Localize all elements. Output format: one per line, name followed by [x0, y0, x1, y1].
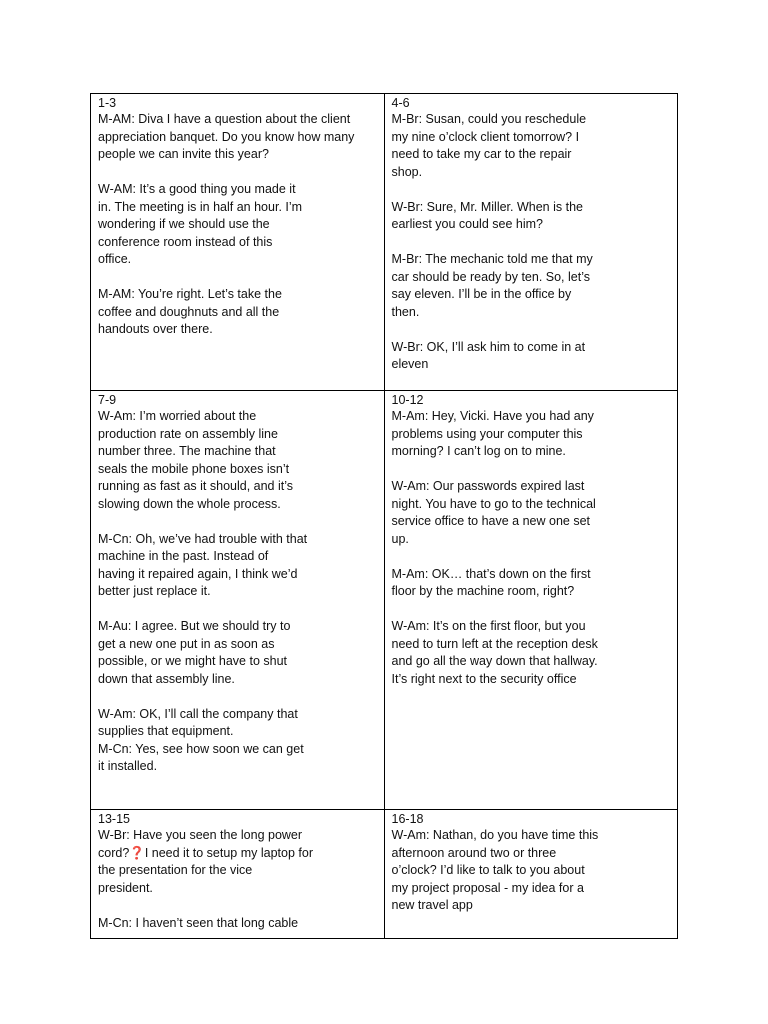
transcript-cell: [91, 391, 385, 810]
dialogue-line: M-Cn: I haven’t seen that long cable: [98, 915, 299, 930]
dialogue-line: problems using your computer this: [391, 426, 583, 441]
table-row: [91, 810, 678, 939]
paragraph-gap: [392, 181, 672, 199]
dialogue-turn: [98, 531, 378, 601]
dialogue-line: W-AM: It’s a good thing you made it: [98, 182, 296, 196]
dialogue-line: W-Br: Sure, Mr. Miller. When is the: [391, 199, 583, 214]
dialogue-turn: [392, 566, 672, 601]
dialogue-line: better just replace it.: [98, 584, 211, 598]
dialogue-line: W-Br: Have you seen the long power: [98, 828, 303, 842]
dialogue-line: need to turn left at the reception desk: [391, 636, 598, 651]
paragraph-gap: [98, 513, 378, 531]
dialogue-line: M-Br: Susan, could you reschedule: [391, 112, 587, 126]
question-range-label: 13-15: [98, 812, 130, 826]
dialogue-line: the presentation for the vice: [98, 863, 253, 877]
question-range-label: 16-18: [391, 812, 424, 826]
dialogue-line: possible, or we might have to shut: [98, 654, 287, 668]
dialogue-line: appreciation banquet. Do you know how many: [98, 129, 355, 144]
question-range-label: 7-9: [98, 393, 117, 407]
dialogue-line: supplies that equipment.: [98, 724, 234, 738]
dialogue-line: W-Am: Our passwords expired last: [391, 479, 585, 493]
paragraph-gap: [98, 164, 378, 182]
dialogue-line: M-Cn: Oh, we’ve had trouble with that: [98, 531, 308, 546]
paragraph-gap: [98, 897, 378, 915]
dialogue-line: office.: [98, 252, 132, 266]
dialogue-line: slowing down the whole process.: [98, 496, 281, 511]
dialogue-line: W-Am: OK, I’ll call the company that: [98, 706, 298, 721]
question-range-label: 1-3: [98, 96, 117, 110]
dialogue-line: shop.: [391, 164, 423, 179]
dialogue-line: W-Am: Nathan, do you have time this: [391, 828, 599, 842]
paragraph-gap: [98, 269, 378, 287]
dialogue-line: people we can invite this year?: [98, 147, 269, 161]
transcript-table: [90, 93, 678, 939]
transcript-cell: [384, 810, 678, 939]
dialogue-turn: [98, 286, 378, 339]
dialogue-line: earliest you could see him?: [391, 217, 543, 231]
dialogue-turn: [392, 339, 672, 374]
dialogue-line: say eleven. I’ll be in the office by: [391, 287, 572, 301]
dialogue-line: M-Au: I agree. But we should try to: [98, 619, 291, 633]
transcript-cell: [384, 391, 678, 810]
dialogue-line: W-Am: It’s on the first floor, but you: [391, 619, 586, 633]
dialogue-line: It’s right next to the security office: [391, 671, 577, 686]
dialogue-line: W-Am: I’m worried about the: [98, 409, 257, 423]
dialogue-line: cord?❓I need it to setup my laptop for: [98, 845, 313, 860]
dialogue-line: get a new one put in as soon as: [98, 636, 275, 651]
table-row: [91, 94, 678, 391]
dialogue-turn: [392, 111, 672, 181]
paragraph-gap: [392, 601, 672, 619]
transcript-cell: [384, 94, 678, 391]
dialogue-line: coffee and doughnuts and all the: [98, 304, 280, 319]
dialogue-line: M-AM: Diva I have a question about the client: [98, 112, 351, 126]
dialogue-line: M-Am: OK… that’s down on the first: [391, 566, 591, 581]
paragraph-gap: [392, 548, 672, 566]
paragraph-gap: [392, 461, 672, 479]
transcript-cell: [91, 94, 385, 391]
dialogue-line: my nine o’clock client tomorrow? I: [391, 129, 580, 144]
dialogue-line: service office to have a new one set: [391, 514, 590, 528]
dialogue-line: it installed.: [98, 759, 158, 773]
dialogue-line: afternoon around two or three: [391, 845, 557, 860]
dialogue-turn: [392, 199, 672, 234]
dialogue-turn: [98, 706, 378, 776]
dialogue-line: M-Am: Hey, Vicki. Have you had any: [391, 409, 594, 423]
dialogue-line: need to take my car to the repair: [391, 147, 572, 161]
dialogue-line: morning? I can’t log on to mine.: [391, 444, 566, 458]
dialogue-turn: [392, 408, 672, 461]
dialogue-line: M-AM: You’re right. Let’s take the: [98, 287, 282, 301]
dialogue-line: seals the mobile phone boxes isn’t: [98, 461, 290, 476]
dialogue-line: wondering if we should use the: [98, 217, 270, 231]
paragraph-gap: [98, 601, 378, 619]
dialogue-turn: [392, 478, 672, 548]
dialogue-line: W-Br: OK, I’ll ask him to come in at: [391, 339, 586, 354]
dialogue-line: running as fast as it should, and it’s: [98, 479, 294, 493]
dialogue-line: car should be ready by ten. So, let’s: [391, 269, 590, 284]
dialogue-line: down that assembly line.: [98, 671, 235, 686]
paragraph-gap: [392, 321, 672, 339]
dialogue-turn: [392, 251, 672, 321]
dialogue-line: in. The meeting is in half an hour. I’m: [98, 199, 303, 214]
dialogue-turn: [98, 111, 378, 164]
dialogue-turn: [98, 915, 378, 933]
dialogue-line: production rate on assembly line: [98, 426, 278, 441]
transcript-cell: [91, 810, 385, 939]
dialogue-line: eleven: [391, 357, 429, 371]
dialogue-line: handouts over there.: [98, 322, 213, 336]
paragraph-gap: [392, 234, 672, 252]
dialogue-line: conference room instead of this: [98, 234, 273, 249]
dialogue-line: up.: [391, 531, 409, 546]
dialogue-turn: [98, 618, 378, 688]
table-row: [91, 391, 678, 810]
dialogue-line: o’clock? I’d like to talk to you about: [391, 863, 585, 877]
dialogue-line: new travel app: [391, 898, 473, 912]
dialogue-turn: [98, 181, 378, 269]
dialogue-line: my project proposal - my idea for a: [391, 880, 584, 895]
question-range-label: 10-12: [391, 393, 424, 407]
dialogue-line: floor by the machine room, right?: [391, 584, 575, 598]
dialogue-line: M-Cn: Yes, see how soon we can get: [98, 741, 304, 756]
dialogue-turn: [392, 827, 672, 915]
question-range-label: 4-6: [391, 96, 410, 110]
dialogue-turn: [98, 827, 378, 897]
dialogue-turn: [392, 618, 672, 688]
dialogue-line: and go all the way down that hallway.: [391, 654, 598, 668]
dialogue-line: having it repaired again, I think we’d: [98, 566, 298, 581]
dialogue-line: then.: [391, 304, 420, 319]
dialogue-line: machine in the past. Instead of: [98, 549, 269, 563]
dialogue-line: president.: [98, 880, 153, 895]
dialogue-line: night. You have to go to the technical: [391, 496, 596, 511]
dialogue-turn: [98, 408, 378, 513]
dialogue-line: number three. The machine that: [98, 444, 276, 458]
dialogue-line: M-Br: The mechanic told me that my: [391, 252, 593, 266]
paragraph-gap: [98, 688, 378, 706]
